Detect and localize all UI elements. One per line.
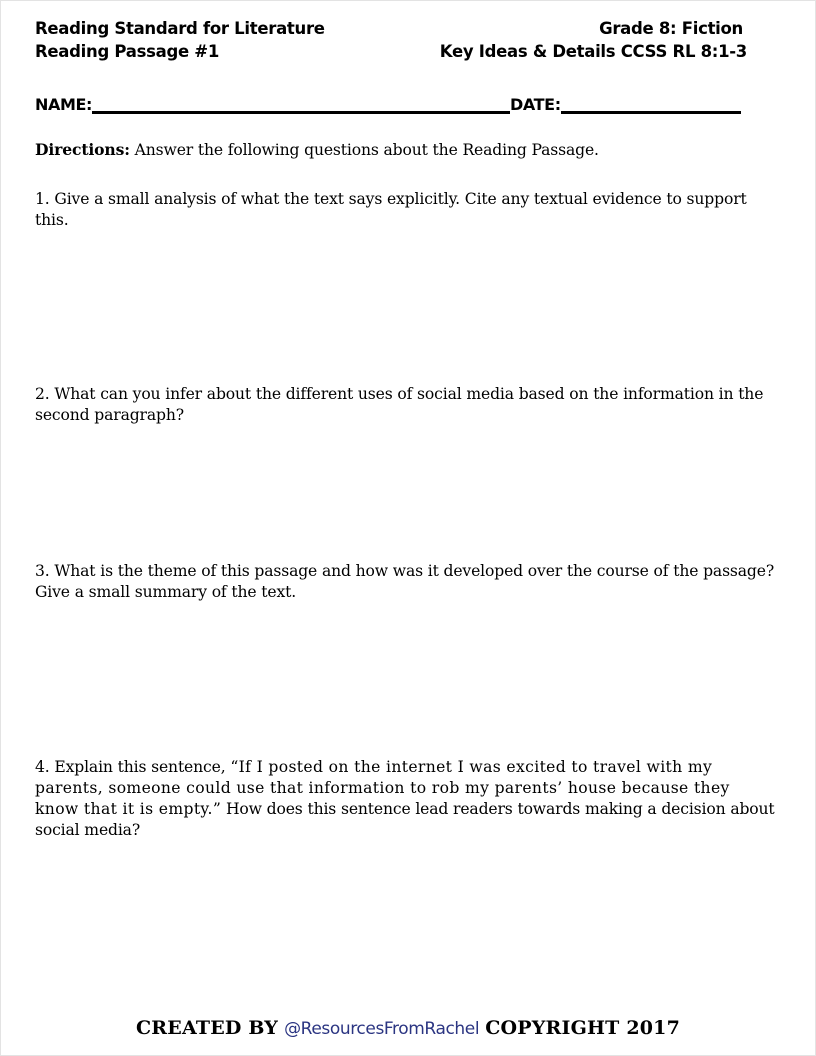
question-3 (35, 561, 777, 603)
header-passage-label: Reading Passage #1 (35, 42, 220, 61)
date-input[interactable] (561, 111, 741, 114)
question-1-text: Give a small analysis of what the text says explicitly. Cite any textual evidence to support this. (35, 190, 747, 229)
date-label: DATE: (510, 95, 561, 114)
page-footer (1, 1017, 815, 1039)
header-grade-label: Grade 8: Fiction (599, 19, 743, 38)
footer-copyright: COPYRIGHT 2017 (485, 1017, 681, 1039)
question-3-number: 3. (35, 562, 50, 580)
question-4-quote: “If I posted on the internet I was excited to travel with my parents, someone could use that information to rob my parents’ house because they know that it is empty.” (35, 758, 730, 818)
question-4 (35, 757, 777, 841)
header-standard-code: Key Ideas & Details CCSS RL 8:1-3 (439, 42, 747, 61)
question-1 (35, 189, 777, 231)
name-input[interactable] (92, 111, 510, 114)
question-2 (35, 384, 777, 426)
question-1-number: 1. (35, 190, 50, 208)
footer-author-handle: @ResourcesFromRachel (284, 1019, 480, 1039)
question-4-follow-up: How does this sentence lead readers towards making a decision about social media? (35, 800, 775, 839)
name-label: NAME: (35, 95, 93, 114)
question-2-number: 2. (35, 385, 50, 403)
directions-label: Directions: (35, 140, 130, 159)
directions-line (35, 139, 781, 161)
directions-text: Answer the following questions about the Reading Passage. (129, 141, 599, 159)
header-standard-title: Reading Standard for Literature (35, 19, 325, 38)
question-4-number: 4. (35, 758, 50, 776)
question-4-lead-in: Explain this sentence, (49, 758, 231, 776)
footer-created-by: CREATED BY (135, 1017, 279, 1039)
page-header (35, 19, 781, 71)
question-3-text: What is the theme of this passage and how was it developed over the course of the passage? Give a small summary of the text. (35, 562, 775, 601)
question-2-text: What can you infer about the different uses of social media based on the information in the second paragraph? (35, 385, 764, 424)
name-date-row (35, 95, 767, 121)
